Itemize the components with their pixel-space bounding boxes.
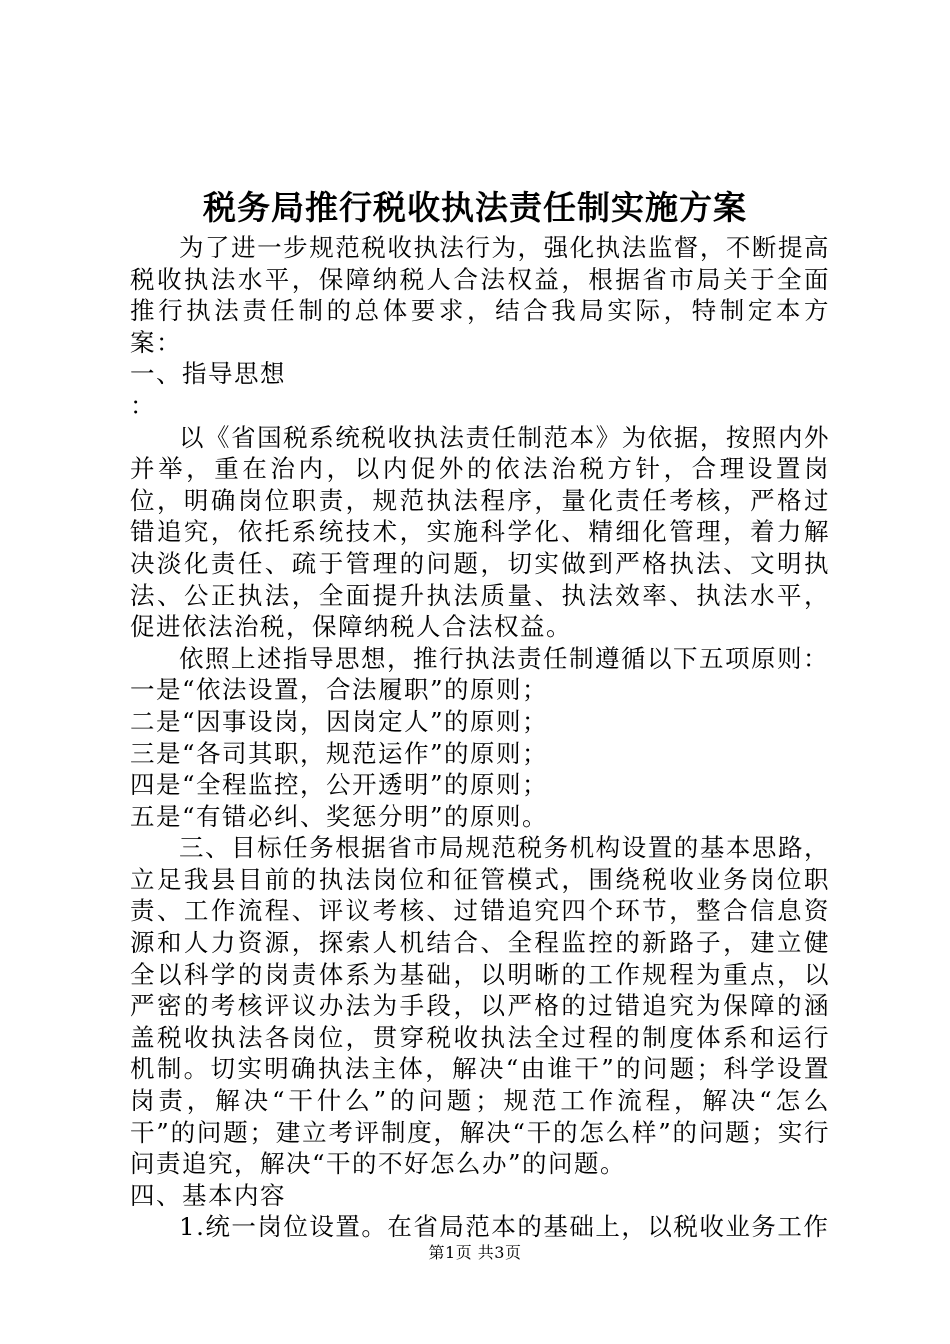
principle-1: 一是“依法设置，合法履职”的原则；: [130, 675, 549, 705]
document-body: [130, 232, 830, 1243]
intro-paragraph: 为了进一步规范税收执法行为，强化执法监督，不断提高税收执法水平，保障纳税人合法权益，根据省市局关于全面推行执法责任制的总体要求，结合我局实际，特制定本方案：: [130, 233, 830, 357]
section-1-heading: 一、指导思想: [130, 359, 286, 389]
principle-3: 三是“各司其职，规范运作”的原则；: [130, 738, 549, 768]
document-title: 税务局推行税收执法责任制实施方案: [203, 188, 747, 227]
principle-4: 四是“全程监控，公开透明”的原则；: [130, 770, 549, 800]
section-1-colon: ：: [130, 390, 156, 420]
principle-2: 二是“因事设岗，因岗定人”的原则；: [130, 706, 549, 736]
principles-intro: 依照上述指导思想，推行执法责任制遵循以下五项原则：: [179, 643, 829, 673]
page-number-footer: 第1页 共3页: [428, 1243, 522, 1262]
section-4-heading: 四、基本内容: [130, 1180, 286, 1210]
section-4-item-1: 1.统一岗位设置。在省局范本的基础上，以税收业务工作: [179, 1212, 830, 1242]
principle-5: 五是“有错必纠、奖惩分明”的原则。: [130, 801, 549, 831]
section-3-paragraph: 三、目标任务根据省市局规范税务机构设置的基本思路，立足我县目前的执法岗位和征管模式，围绕税收业务岗位职责、工作流程、评议考核、过错追究四个环节，整合信息资源和人力资源，探索人机结合、全程监控的新路子，建立健全以科学的岗责体系为基础，以明晰的工作规程为重点，以严密的考核评议办法为手段，以严格的过错追究为保障的涵盖税收执法各岗位，贯穿税收执法全过程的制度体系和运行机制。切实明确执法主体，解决“由谁干”的问题；科学设置岗责，解决“干什么”的问题；规范工作流程，解决“怎么干”的问题；建立考评制度，解决“干的怎么样”的问题；实行问责追究，解决“干的不好怎么办”的问题。: [130, 833, 830, 1179]
section-1-body: 以《省国税系统税收执法责任制范本》为依据，按照内外并举，重在治内，以内促外的依法治税方针，合理设置岗位，明确岗位职责，规范执法程序，量化责任考核，严格过错追究，依托系统技术，实施科学化、精细化管理，着力解决淡化责任、疏于管理的问题，切实做到严格执法、文明执法、公正执法，全面提升执法质量、执法效率、执法水平，促进依法治税，保障纳税人合法权益。: [130, 422, 830, 642]
